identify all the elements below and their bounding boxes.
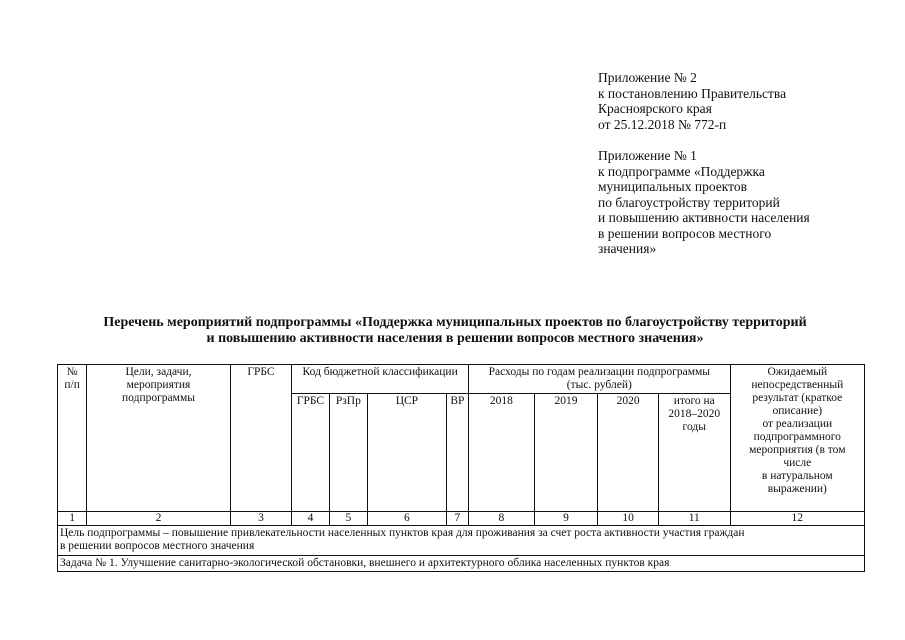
- header-year-2020: 2020: [598, 394, 659, 512]
- column-number: 1: [58, 512, 87, 526]
- header-row-1: [58, 365, 865, 394]
- header-result: Ожидаемый непосредственный результат (краткое описание) от реализации подпрограммного мероприятия (в том числе в натуральном выражении): [730, 365, 864, 512]
- appendix-line: от 25.12.2018 № 772-п: [598, 116, 727, 132]
- column-number: 2: [87, 512, 230, 526]
- appendix-header: [598, 70, 888, 257]
- appendix-block-2: [598, 70, 888, 132]
- task-row: [58, 556, 865, 572]
- column-number: 7: [446, 512, 468, 526]
- header-total: итого на 2018–2020 годы: [658, 394, 730, 512]
- header-grbs: ГРБС: [230, 365, 292, 512]
- column-numbers-row: [58, 512, 865, 526]
- header-budget-code: Код бюджетной классификации: [292, 365, 469, 394]
- header-year-2019: 2019: [534, 394, 598, 512]
- appendix-line: Приложение № 2: [598, 70, 697, 85]
- column-number: 6: [368, 512, 447, 526]
- header-sub-csr: ЦСР: [368, 394, 447, 512]
- appendix-line: в решении вопросов местного: [598, 225, 772, 241]
- appendix-line: и повышению активности населения: [598, 210, 810, 225]
- header-no: № п/п: [58, 365, 87, 512]
- goal-row: [58, 526, 865, 556]
- column-number: 4: [292, 512, 329, 526]
- column-number: 3: [230, 512, 292, 526]
- header-sub-grbs: ГРБС: [292, 394, 329, 512]
- measures-table: [57, 364, 865, 572]
- title-line: Перечень мероприятий подпрограммы «Поддержка муниципальных проектов по благоустройству территорий: [103, 315, 807, 330]
- column-number: 5: [329, 512, 367, 526]
- header-year-2018: 2018: [469, 394, 535, 512]
- column-number: 10: [598, 512, 659, 526]
- appendix-line: по благоустройству территорий: [598, 194, 780, 210]
- appendix-line: Приложение № 1: [598, 148, 697, 163]
- header-sub-vr: ВР: [446, 394, 468, 512]
- header-expenses: Расходы по годам реализации подпрограммы (тыс. рублей): [469, 365, 731, 394]
- appendix-line: муниципальных проектов: [598, 179, 747, 194]
- appendix-line: к подпрограмме «Поддержка: [598, 163, 765, 179]
- goal-cell: Цель подпрограммы – повышение привлекательности населенных пунктов края для проживания за счет роста активности участия граждан в решении вопросов местного значения: [58, 526, 865, 556]
- column-number: 9: [534, 512, 598, 526]
- column-number: 11: [658, 512, 730, 526]
- appendix-line: к постановлению Правительства: [598, 85, 787, 101]
- column-number: 12: [730, 512, 864, 526]
- column-number: 8: [469, 512, 535, 526]
- task-cell: Задача № 1. Улучшение санитарно-экологической обстановки, внешнего и архитектурного облика населенных пунктов края: [58, 556, 865, 572]
- header-sub-rzpr: РзПр: [329, 394, 367, 512]
- appendix-line: значения»: [598, 241, 657, 256]
- header-goals: Цели, задачи, мероприятия подпрограммы: [87, 365, 230, 512]
- document-title: [40, 315, 870, 347]
- appendix-line: Красноярского края: [598, 101, 712, 116]
- appendix-block-1: [598, 148, 888, 257]
- title-line: и повышению активности населения в решении вопросов местного значения»: [206, 331, 704, 346]
